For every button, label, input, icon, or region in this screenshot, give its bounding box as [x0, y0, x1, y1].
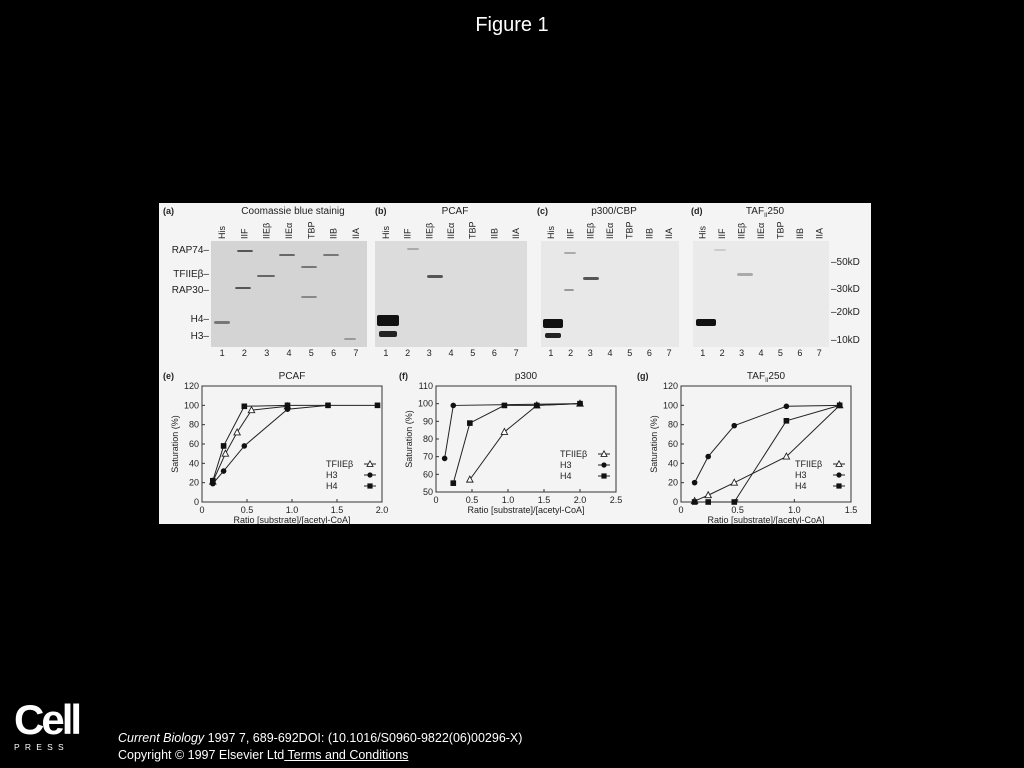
gel-lane-label: TBP	[624, 221, 635, 239]
data-point	[450, 403, 456, 409]
gel-lane-label: TBP	[306, 221, 317, 239]
gel-lane-number: 2	[241, 348, 247, 358]
legend-label: H4	[795, 481, 807, 491]
gel-lane-label: IIEβ	[261, 222, 272, 239]
data-point	[692, 499, 698, 505]
data-point	[837, 403, 843, 409]
gel-panel-letter: (a)	[163, 206, 174, 216]
legend-label: H3	[795, 470, 807, 480]
data-point	[502, 403, 508, 409]
terms-link[interactable]: Terms and Conditions	[284, 748, 409, 762]
gel-lane-label: IIF	[565, 228, 576, 239]
gel-lane-number: 7	[353, 348, 359, 358]
gel-lane-number: 3	[587, 348, 593, 358]
x-axis-label: Ratio [substrate]/[acetyl-CoA]	[233, 515, 351, 524]
data-point	[242, 404, 248, 410]
gel-band	[323, 254, 339, 256]
y-tick-label: 40	[667, 458, 678, 469]
data-point	[705, 499, 711, 505]
gel-lane-label: IIA	[664, 227, 675, 239]
x-tick-label: 1.5	[537, 495, 551, 505]
gel-lane-label: IIA	[350, 227, 361, 239]
y-tick-label: 100	[183, 400, 199, 411]
data-point	[731, 479, 737, 485]
gel-lane-label: IIF	[239, 228, 250, 239]
chart-title: $TAF_{II}250$	[746, 371, 786, 384]
gel-lane-label: IIEα	[284, 222, 294, 239]
legend-marker	[367, 472, 372, 477]
data-point	[501, 428, 507, 434]
gel-lane-number: 1	[383, 348, 389, 358]
gel-lane-label: IIB	[489, 227, 500, 239]
gel-lane-number: 4	[758, 348, 764, 358]
data-point	[731, 499, 737, 505]
data-point	[784, 418, 790, 424]
x-tick-label: 1.0	[285, 505, 299, 515]
y-tick-label: 80	[667, 419, 678, 430]
gel-band	[301, 266, 317, 268]
y-axis-label: Saturation (%)	[404, 410, 414, 468]
y-tick-label: 20	[667, 477, 678, 488]
gel-band	[279, 254, 295, 256]
y-tick-label: 60	[667, 439, 678, 449]
journal-name: Current Biology	[118, 731, 205, 745]
gel-lane-label: IIEβ	[424, 222, 435, 239]
x-tick-label: 1.5	[330, 505, 344, 515]
data-point	[221, 468, 227, 474]
y-tick-label: 110	[418, 381, 433, 391]
data-point	[210, 478, 216, 484]
x-tick-label: 1.0	[501, 495, 515, 505]
gel-title: PCAF	[441, 206, 469, 217]
gel-band	[564, 252, 576, 254]
gel-image	[375, 241, 527, 347]
gel-band	[235, 287, 251, 289]
y-tick-label: 90	[422, 416, 433, 427]
gel-lane-number: 6	[646, 348, 652, 358]
copyright-text: Copyright © 1997 Elsevier Ltd	[118, 748, 285, 762]
gel-title: Coomassie blue stainig	[241, 206, 345, 217]
data-point	[577, 401, 583, 407]
gel-lane-number: 4	[448, 348, 454, 358]
x-tick-label: 0.5	[731, 505, 744, 515]
gel-lane-number: 3	[426, 348, 432, 358]
legend-label: H3	[326, 470, 338, 480]
x-tick-label: 0	[199, 505, 205, 515]
gel-band	[344, 338, 356, 340]
gel-lane-number: 7	[513, 348, 519, 358]
gel-lane-number: 7	[816, 348, 822, 358]
copyright-line	[118, 748, 408, 762]
gel-lane-label: IIB	[644, 227, 655, 239]
legend-marker	[367, 483, 372, 488]
gel-lane-number: 1	[548, 348, 554, 358]
x-tick-label: 0	[433, 495, 439, 505]
legend-marker	[601, 462, 606, 467]
gel-panel-letter: (d)	[691, 206, 703, 216]
gel-lane-number: 5	[627, 348, 633, 358]
gel-left-marker: H4–	[190, 314, 209, 325]
chart-panel-letter: (e)	[163, 371, 174, 381]
chart-title: p300	[514, 371, 538, 382]
chart-0	[170, 381, 388, 524]
gel-lane-label: IIB	[794, 227, 805, 239]
slide-title: Figure 1	[475, 14, 549, 36]
data-point	[375, 403, 381, 409]
data-point	[784, 404, 790, 410]
x-tick-label: 0.5	[240, 505, 254, 515]
gel-left-marker: RAP74–	[171, 245, 209, 256]
legend-marker	[601, 473, 606, 478]
gel-lane-label: His	[545, 226, 556, 239]
citation-details: 1997 7, 689-692DOI: (10.1016/S0960-9822(06)00296-X)	[204, 731, 523, 745]
gel-lane-label: IIEα	[446, 222, 456, 239]
gel-lane-number: 4	[607, 348, 613, 358]
gel-lane-label: His	[697, 226, 708, 239]
y-axis-label: Saturation (%)	[649, 415, 659, 473]
x-tick-label: 2.0	[573, 495, 587, 505]
gel-band	[407, 248, 419, 250]
gel-left-marker: H3–	[190, 331, 209, 342]
gel-lane-number: 6	[331, 348, 337, 358]
figure-panel	[159, 203, 871, 524]
gel-left-marker: TFIIEβ–	[173, 269, 209, 280]
gel-band	[737, 273, 753, 276]
data-point	[242, 443, 248, 449]
gel-lane-number: 2	[405, 348, 411, 358]
data-point	[285, 403, 291, 409]
series-line	[695, 405, 840, 482]
x-tick-label: 0	[678, 505, 684, 515]
data-point	[221, 443, 227, 449]
gel-right-marker: –10kD	[831, 335, 860, 346]
y-tick-label: 120	[183, 381, 199, 391]
cell-press-logo	[14, 696, 82, 752]
series-line	[695, 405, 840, 502]
gel-lane-label: TBP	[467, 221, 478, 239]
gel-right-marker: –30kD	[831, 284, 860, 295]
x-tick-label: 1.0	[788, 505, 801, 515]
gel-band	[237, 250, 253, 252]
legend-label: H4	[560, 471, 572, 481]
data-point	[705, 454, 711, 460]
gel-lane-label: IIEβ	[585, 222, 596, 239]
gel-lane-label: IIF	[402, 228, 413, 239]
y-tick-label: 70	[422, 451, 433, 462]
data-point	[450, 480, 456, 486]
chart-frame	[681, 386, 851, 502]
data-point	[731, 423, 737, 429]
data-point	[222, 450, 228, 456]
gel-image	[211, 241, 367, 347]
y-tick-label: 20	[188, 477, 199, 488]
gel-lane-number: 5	[777, 348, 783, 358]
gel-band	[214, 321, 230, 324]
gel-right-marker: –50kD	[831, 257, 860, 268]
figure-canvas	[159, 203, 871, 524]
gel-lane-number: 5	[308, 348, 314, 358]
gel-band	[564, 289, 574, 291]
legend-label: TFIIEβ	[560, 449, 588, 459]
x-tick-label: 1.5	[844, 505, 858, 515]
gel-band	[379, 331, 397, 337]
chart-frame	[436, 386, 616, 492]
gel-band	[543, 319, 563, 328]
legend-marker	[836, 483, 841, 488]
gel-lane-number: 3	[739, 348, 745, 358]
logo-press-text: PRESS	[14, 742, 69, 752]
data-point	[325, 403, 331, 409]
gel-lane-label: IIA	[511, 227, 522, 239]
gel-lane-number: 2	[719, 348, 725, 358]
gel-lane-label: His	[217, 226, 228, 239]
gel-band	[427, 275, 443, 278]
gel-lane-label: IIEβ	[736, 222, 747, 239]
gel-panel-letter: (b)	[375, 206, 387, 216]
gel-lane-label: IIF	[717, 228, 728, 239]
x-tick-label: 0.5	[465, 495, 479, 505]
gel-lane-number: 6	[797, 348, 803, 358]
gel-lane-number: 5	[470, 348, 476, 358]
gel-right-marker: –20kD	[831, 307, 860, 318]
gel-band	[714, 249, 726, 251]
chart-panel-letter: (f)	[399, 371, 408, 381]
gel-lane-label: His	[380, 226, 391, 239]
citation-line	[118, 731, 522, 745]
gel-lane-number: 4	[286, 348, 292, 358]
gel-lane-number: 6	[491, 348, 497, 358]
gel-left-marker: RAP30–	[171, 285, 209, 296]
legend-label: TFIIEβ	[326, 459, 354, 469]
gel-band	[257, 275, 275, 277]
series-line	[213, 405, 378, 480]
data-point	[534, 403, 540, 409]
y-tick-label: 80	[422, 434, 433, 444]
y-tick-label: 100	[662, 400, 678, 411]
gel-lane-label: IIB	[328, 227, 339, 239]
data-point	[442, 456, 448, 462]
data-point	[705, 492, 711, 498]
gel-lane-number: 7	[666, 348, 672, 358]
data-point	[467, 420, 473, 426]
chart-1	[404, 381, 622, 515]
y-tick-label: 0	[672, 497, 678, 507]
legend-marker	[836, 472, 841, 477]
gel-band	[301, 296, 317, 298]
chart-frame	[202, 386, 382, 502]
y-tick-label: 120	[662, 381, 678, 391]
gel-lane-label: IIA	[814, 227, 825, 239]
logo-cell-text: Cell	[14, 696, 80, 743]
legend-label: H3	[560, 460, 572, 470]
x-axis-label: Ratio [substrate]/[acetyl-CoA]	[467, 505, 585, 515]
gel-band	[696, 319, 716, 326]
gel-lane-number: 3	[264, 348, 270, 358]
chart-2	[649, 381, 857, 524]
y-tick-label: 0	[193, 497, 199, 507]
chart-title: PCAF	[278, 371, 306, 382]
gel-lane-number: 1	[219, 348, 225, 358]
x-tick-label: 2.5	[609, 495, 623, 505]
gel-panel-letter: (c)	[537, 206, 548, 216]
gel-lane-label: TBP	[775, 221, 786, 239]
x-axis-label: Ratio [substrate]/[acetyl-CoA]	[707, 515, 825, 524]
data-point	[692, 480, 698, 486]
gel-title: p300/CBP	[591, 206, 637, 217]
y-tick-label: 80	[188, 419, 199, 430]
y-tick-label: 50	[422, 487, 433, 497]
gel-lane-number: 1	[700, 348, 706, 358]
gel-title: $TAF_{II}250$	[745, 206, 785, 219]
gel-band	[545, 333, 561, 338]
gel-lane-number: 2	[568, 348, 574, 358]
y-tick-label: 100	[417, 398, 433, 409]
y-axis-label: Saturation (%)	[170, 415, 180, 473]
gel-image	[693, 241, 829, 347]
gel-lane-label: IIEα	[605, 222, 615, 239]
gel-image	[541, 241, 679, 347]
gel-band	[377, 315, 399, 326]
x-tick-label: 2.0	[375, 505, 389, 515]
y-tick-label: 60	[188, 439, 199, 449]
chart-panel-letter: (g)	[637, 371, 649, 381]
legend-label: TFIIEβ	[795, 459, 823, 469]
y-tick-label: 40	[188, 458, 199, 469]
y-tick-label: 60	[422, 469, 433, 480]
legend-label: H4	[326, 481, 338, 491]
gel-band	[583, 277, 599, 280]
series-line	[695, 405, 840, 501]
gel-lane-label: IIEα	[756, 222, 766, 239]
